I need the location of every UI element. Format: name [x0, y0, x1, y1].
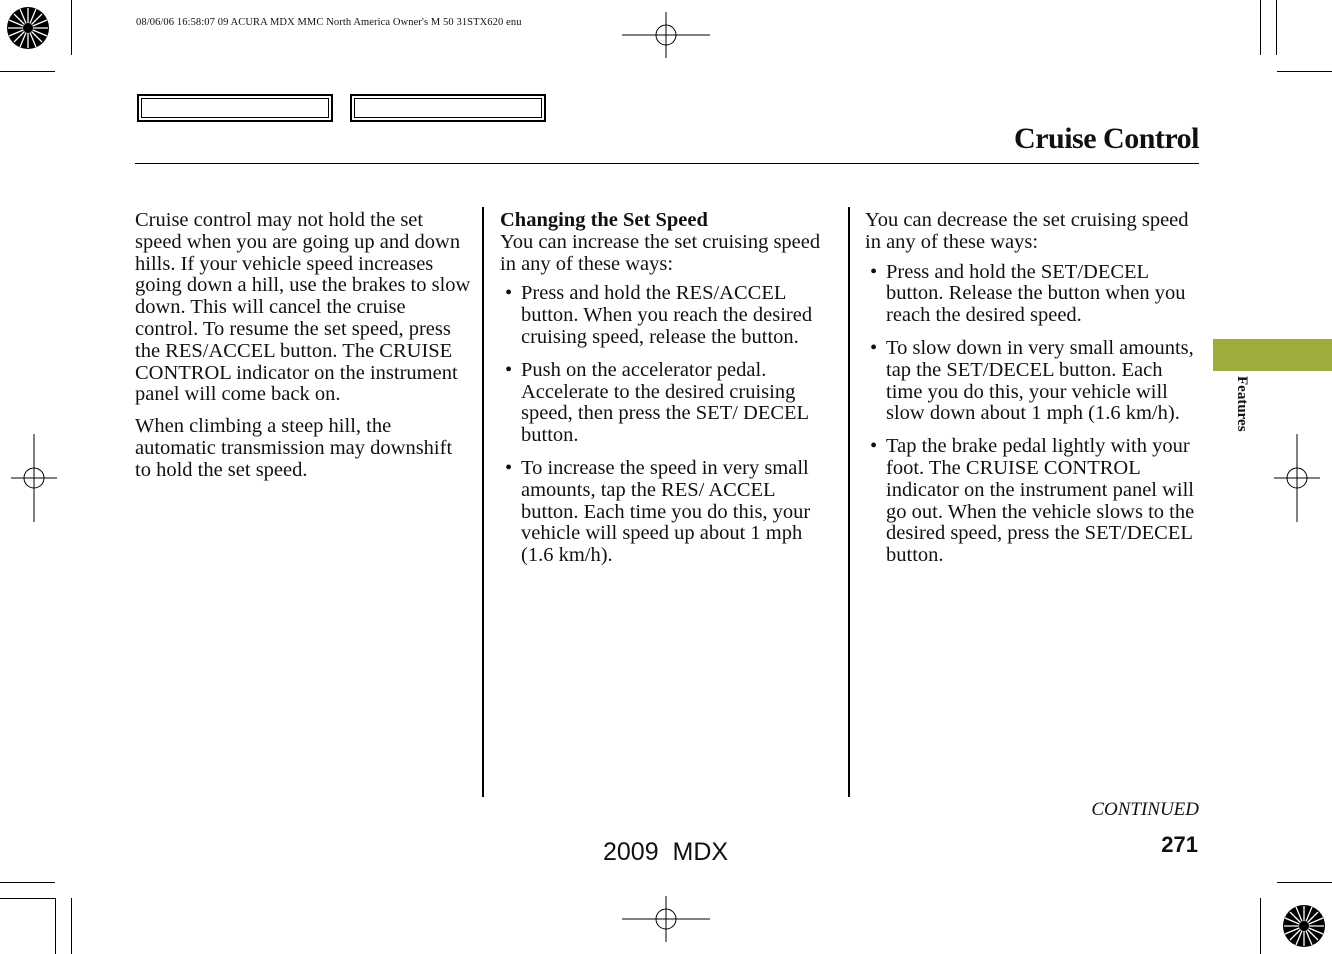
- paragraph: When climbing a steep hill, the automatic transmission may downshift to hold the set speed.: [135, 415, 453, 481]
- list-item-text: To slow down in very small amounts, tap the SET/DECEL button. Each time you do this, your vehicle will slow down about 1 mph (1.6 km/h).: [886, 336, 1194, 425]
- crosshair-icon: [1274, 434, 1320, 522]
- bullet-icon: •: [870, 435, 878, 458]
- paragraph: You can decrease the set cruising speed in any of these ways:: [865, 209, 1189, 253]
- bullet-list: [500, 283, 836, 567]
- navigation-box: [350, 94, 546, 122]
- bullet-icon: •: [870, 260, 878, 283]
- crosshair-icon: [622, 12, 710, 58]
- continued-label: CONTINUED: [1091, 799, 1199, 820]
- column-2: [500, 210, 836, 578]
- registration-target-icon: [1281, 903, 1327, 949]
- crop-mark: [71, 0, 72, 55]
- column-divider: [848, 207, 850, 797]
- crop-mark: [1260, 898, 1261, 954]
- crop-mark: [1260, 0, 1261, 55]
- crop-mark: [55, 898, 56, 954]
- bullet-icon: •: [870, 336, 878, 359]
- crop-mark: [0, 898, 55, 899]
- paragraph: Cruise control may not hold the set speed when you are going up and down hills. If your vehicle speed increases going down a hill, use the brakes to slow down. This will cancel the cruise control. To resume the set speed, press the RES/ACCEL button. The CRUISE CONTROL indicator on the instrument panel will come back on.: [135, 209, 471, 406]
- list-item: [865, 262, 1201, 327]
- paragraph: You can increase the set cruising speed in any of these ways:: [500, 230, 821, 275]
- navigation-box: [137, 94, 333, 122]
- column-divider: [482, 207, 484, 797]
- list-item: [500, 283, 836, 348]
- bullet-icon: •: [505, 282, 513, 305]
- section-heading: Changing the Set Speed: [500, 209, 708, 231]
- list-item: [500, 458, 836, 567]
- print-header: 08/06/06 16:58:07 09 ACURA MDX MMC North America Owner's M 50 31STX620 enu: [136, 17, 522, 28]
- title-rule: [135, 163, 1199, 164]
- list-item-text: Push on the accelerator pedal. Accelerate to the desired cruising speed, then press the SET/ DECEL button.: [521, 358, 809, 447]
- bullet-icon: •: [505, 358, 513, 381]
- column-3: [865, 210, 1201, 578]
- registration-target-icon: [5, 5, 51, 51]
- list-item-text: To increase the speed in very small amounts, tap the RES/ ACCEL button. Each time you do this, your vehicle will speed up about 1 mph (1.6 km/h).: [521, 456, 811, 567]
- bullet-list: [865, 262, 1201, 567]
- crop-mark: [1277, 882, 1332, 883]
- crop-mark: [0, 71, 55, 72]
- list-item-text: Tap the brake pedal lightly with your foot. The CRUISE CONTROL indicator on the instrument panel will go out. When the vehicle slows to the desired speed, press the SET/DECEL button.: [886, 435, 1195, 567]
- page-title: Cruise Control: [1014, 122, 1199, 155]
- model-footer: 2009 MDX: [603, 838, 729, 866]
- section-tab-label: Features: [1234, 376, 1250, 432]
- crop-mark: [1277, 71, 1332, 72]
- bullet-icon: •: [505, 456, 513, 479]
- list-item: [500, 360, 836, 447]
- section-tab: [1213, 339, 1332, 371]
- column-1: [135, 210, 473, 492]
- list-item-text: Press and hold the RES/ACCEL button. When you reach the desired cruising speed, release the button.: [521, 282, 813, 348]
- crop-mark: [0, 882, 55, 883]
- crop-mark: [71, 898, 72, 954]
- crop-mark: [1276, 0, 1277, 55]
- list-item: [865, 338, 1201, 425]
- page-number: 271: [1161, 832, 1198, 857]
- crosshair-icon: [11, 434, 57, 522]
- list-item-text: Press and hold the SET/DECEL button. Release the button when you reach the desired speed.: [886, 260, 1186, 327]
- crosshair-icon: [622, 896, 710, 942]
- list-item: [865, 436, 1201, 567]
